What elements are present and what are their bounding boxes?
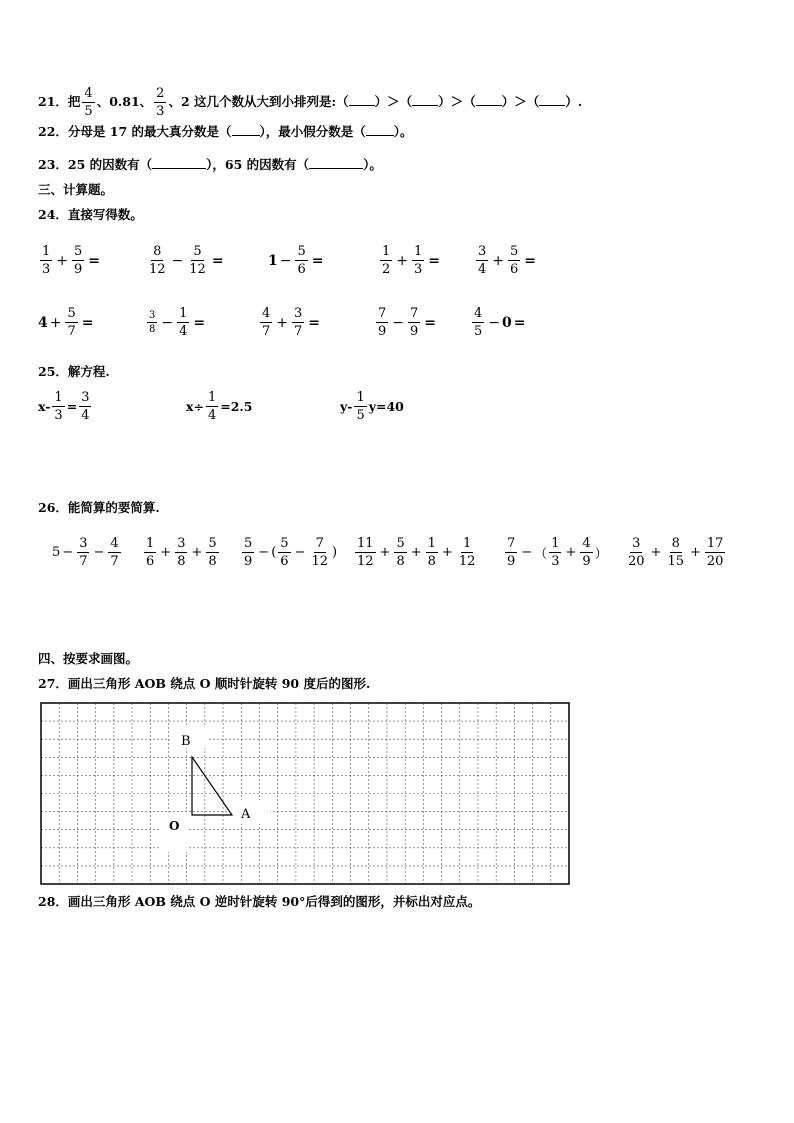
- op-sign: +: [379, 545, 391, 560]
- op-sign: +: [276, 314, 289, 331]
- op-sign: =: [66, 399, 78, 414]
- denominator: 8: [427, 554, 436, 569]
- denominator: 5: [474, 324, 483, 339]
- denominator: 3: [54, 408, 63, 423]
- paren: ): [332, 545, 338, 560]
- op-sign: +: [396, 252, 409, 269]
- question-title: 直接写得数。: [67, 207, 143, 222]
- numerator: 5: [208, 536, 217, 551]
- numerator: 5: [510, 244, 519, 259]
- numerator: 3: [294, 306, 303, 321]
- denominator: 9: [244, 554, 253, 569]
- paren: （: [534, 547, 548, 562]
- denominator: 12: [311, 554, 328, 569]
- grid-lines: [41, 703, 569, 884]
- numerator: 4: [262, 306, 271, 321]
- op-sign: −: [161, 314, 174, 331]
- denominator: 12: [189, 262, 206, 277]
- numerator: 1: [179, 306, 188, 321]
- numerator: 2: [156, 86, 165, 101]
- op-sign: =: [81, 314, 94, 331]
- section-heading: 四、按要求画图。: [38, 651, 139, 666]
- q23-end: ）。: [363, 157, 382, 172]
- denominator: 4: [207, 408, 217, 423]
- numerator: 7: [410, 306, 419, 321]
- op-sign: −: [279, 252, 292, 269]
- denominator: 20: [628, 554, 645, 569]
- op-sign: =: [424, 314, 437, 331]
- op-sign: −: [171, 252, 184, 269]
- number: 4: [38, 314, 48, 331]
- numerator: 5: [74, 244, 83, 259]
- denominator: 3: [414, 262, 423, 277]
- lparen: （: [526, 94, 540, 109]
- q21-text: 、2 这几个数从大到小排列是:: [168, 94, 337, 109]
- denominator: 7: [67, 324, 76, 339]
- denominator: 3: [42, 262, 51, 277]
- numerator: 1: [146, 536, 155, 551]
- q22-end: ）。: [393, 124, 413, 139]
- eq-text: y=40: [368, 399, 404, 414]
- q22-mid: ），最小假分数是（: [259, 124, 366, 139]
- denominator: 8: [396, 554, 405, 569]
- op-sign: −: [521, 545, 533, 560]
- rparen: ）: [501, 94, 515, 109]
- op-sign: −: [294, 545, 306, 560]
- numerator: 7: [315, 536, 324, 551]
- denominator: 12: [149, 262, 166, 277]
- numerator: 7: [378, 306, 387, 321]
- op-sign: +: [160, 545, 172, 560]
- denominator: 2: [382, 262, 391, 277]
- eq-text: =2.5: [220, 399, 253, 414]
- number: 5: [52, 545, 61, 560]
- op-sign: =: [428, 252, 441, 269]
- denominator: 5: [356, 408, 365, 423]
- op-sign: +: [565, 545, 577, 560]
- op-sign: =: [308, 314, 321, 331]
- numerator: 5: [396, 536, 405, 551]
- op-sign: +: [49, 314, 62, 331]
- triangle-aob: [192, 757, 232, 815]
- op-sign: +: [441, 545, 453, 560]
- question-number: 22．: [38, 124, 68, 139]
- denominator: 15: [667, 554, 684, 569]
- numerator: 5: [280, 536, 289, 551]
- lparen: （: [399, 94, 413, 109]
- q23-text: 25 的因数有（: [67, 157, 153, 172]
- op-sign: +: [650, 545, 662, 560]
- numerator: 5: [67, 306, 76, 321]
- question-title: 能简算的要简算.: [67, 500, 160, 515]
- op-sign: −: [258, 545, 270, 560]
- denominator: 8: [177, 554, 186, 569]
- question-number: 28．: [38, 894, 68, 909]
- q21-pre: 把: [67, 94, 81, 109]
- numerator: 5: [244, 536, 253, 551]
- question-number: 24．: [38, 207, 68, 222]
- question-title: 解方程.: [67, 364, 110, 379]
- paren: (: [271, 545, 277, 560]
- point-label-b: B: [181, 734, 191, 749]
- denominator: 7: [79, 554, 88, 569]
- denominator: 9: [378, 324, 387, 339]
- op-sign: +: [56, 252, 69, 269]
- gt-sign: ＞: [450, 94, 464, 109]
- question-text: 画出三角形 AOB 绕点 O 逆时针旋转 90°后得到的图形，并标出对应点。: [67, 894, 481, 909]
- question-number: 26．: [38, 500, 68, 515]
- numerator: 17: [706, 536, 724, 551]
- denominator: 5: [84, 104, 93, 119]
- eq-text: x÷: [186, 399, 204, 414]
- denominator: 6: [297, 262, 306, 277]
- q21-sep: 、0.81、: [96, 94, 153, 109]
- numerator: 1: [42, 244, 51, 259]
- paren: ）: [594, 547, 608, 562]
- numerator: 5: [297, 244, 306, 259]
- numerator: 4: [582, 536, 591, 551]
- eq-text: y-: [340, 399, 353, 414]
- op-sign: −: [488, 314, 501, 331]
- question-number: 23．: [38, 157, 68, 172]
- denominator: 12: [357, 554, 374, 569]
- numerator: 1: [54, 390, 63, 405]
- op-sign: =: [211, 252, 224, 269]
- numerator: 1: [207, 390, 217, 405]
- question-number: 21．: [38, 94, 68, 109]
- numerator: 1: [427, 536, 436, 551]
- point-label-o: O: [169, 819, 180, 833]
- op-sign: −: [62, 545, 74, 560]
- numerator: 3: [632, 536, 641, 551]
- rparen: ）: [438, 94, 451, 109]
- numerator: 1: [382, 244, 391, 259]
- denominator: 7: [110, 554, 119, 569]
- denominator: 3: [551, 554, 560, 569]
- question-28: [38, 894, 480, 910]
- numerator: 4: [110, 536, 119, 551]
- point-label-a: A: [241, 807, 251, 822]
- section-heading: 三、计算题。: [38, 182, 114, 197]
- lparen: （: [463, 94, 476, 109]
- question-text: 画出三角形 AOB 绕点 O 顺时针旋转 90 度后的图形.: [67, 676, 371, 691]
- op-sign: =: [524, 252, 537, 269]
- op-sign: +: [690, 545, 701, 560]
- denominator: 8: [149, 324, 156, 335]
- numerator: 1: [356, 390, 365, 405]
- denominator: 4: [478, 262, 487, 277]
- eq-text: x-: [38, 399, 51, 414]
- numerator: 1: [551, 536, 560, 551]
- numerator: 7: [507, 536, 516, 551]
- denominator: 7: [294, 324, 303, 339]
- denominator: 6: [510, 262, 519, 277]
- op-sign: =: [513, 314, 526, 331]
- numerator: 3: [79, 536, 88, 551]
- op-sign: =: [193, 314, 206, 331]
- gt-sign: ＞: [387, 94, 400, 109]
- numerator: 8: [671, 536, 680, 551]
- denominator: 6: [280, 554, 289, 569]
- numerator: 8: [153, 244, 162, 259]
- denominator: 9: [74, 262, 83, 277]
- numerator: 4: [84, 86, 93, 101]
- denominator: 9: [410, 324, 419, 339]
- denominator: 4: [179, 324, 188, 339]
- denominator: 9: [507, 554, 516, 569]
- numerator: 11: [357, 536, 374, 551]
- denominator: 9: [582, 554, 591, 569]
- denominator: 3: [156, 104, 165, 119]
- lparen: （: [336, 94, 349, 109]
- rparen: ）: [374, 94, 388, 109]
- question-number: 25．: [38, 364, 68, 379]
- numerator: 3: [177, 536, 186, 551]
- op-sign: +: [492, 252, 505, 269]
- denominator: 7: [262, 324, 271, 339]
- op-sign: =: [88, 252, 101, 269]
- number: 0: [502, 314, 512, 331]
- numerator: 3: [478, 244, 487, 259]
- rparen: ）: [565, 94, 578, 109]
- denominator: 8: [208, 554, 217, 569]
- denominator: 20: [706, 554, 724, 569]
- numerator: 5: [193, 244, 202, 259]
- period: .: [577, 94, 583, 109]
- numerator: 1: [414, 244, 423, 259]
- op-sign: +: [191, 545, 203, 560]
- question-number: 27．: [38, 676, 68, 691]
- number: 1: [268, 252, 278, 269]
- numerator: 3: [81, 390, 90, 405]
- denominator: 4: [81, 408, 90, 423]
- denominator: 6: [146, 554, 155, 569]
- q23-mid: ），65 的因数有（: [206, 157, 310, 172]
- denominator: 12: [458, 554, 476, 569]
- q22-text: 分母是 17 的最大真分数是（: [67, 124, 232, 139]
- numerator: 1: [462, 536, 472, 551]
- op-sign: −: [392, 314, 405, 331]
- gt-sign: ＞: [514, 94, 527, 109]
- op-sign: +: [410, 545, 422, 560]
- numerator: 3: [149, 310, 156, 321]
- numerator: 4: [474, 306, 483, 321]
- op-sign: −: [93, 545, 105, 560]
- op-sign: =: [311, 252, 324, 269]
